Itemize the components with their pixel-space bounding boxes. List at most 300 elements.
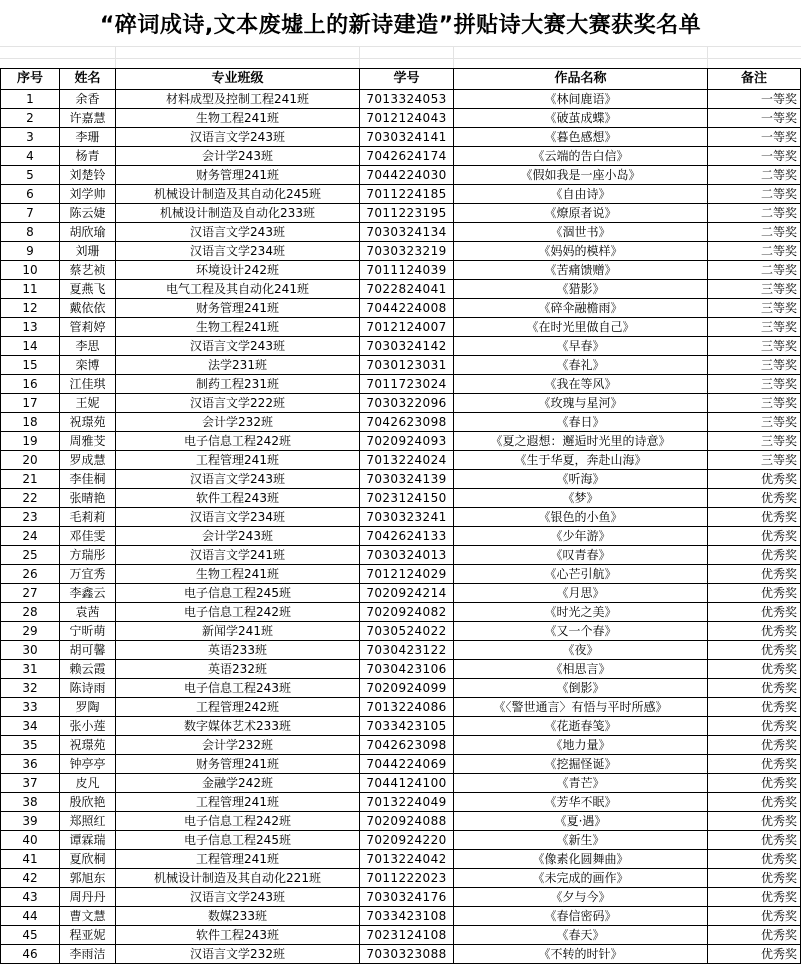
- cell-name: 李鑫云: [60, 584, 116, 603]
- cell-name: 张晴艳: [60, 489, 116, 508]
- cell-student-id: 7030423106: [360, 660, 454, 679]
- cell-student-id: 7042623098: [360, 413, 454, 432]
- cell-major-class: 汉语言文学241班: [116, 546, 360, 565]
- cell-major-class: 财务管理241班: [116, 166, 360, 185]
- grid-line: [0, 58, 801, 59]
- cell-major-class: 电子信息工程242班: [116, 603, 360, 622]
- cell-work-title: 《〈警世通言〉有悟与平时所感》: [454, 698, 708, 717]
- cell-work-title: 《碎伞融檐雨》: [454, 299, 708, 318]
- cell-index: 23: [1, 508, 60, 527]
- cell-index: 21: [1, 470, 60, 489]
- table-row: [1, 109, 801, 128]
- cell-name: 李佳桐: [60, 470, 116, 489]
- title-area: [0, 0, 801, 68]
- cell-student-id: 7030324013: [360, 546, 454, 565]
- table-row: [1, 394, 801, 413]
- table-row: [1, 375, 801, 394]
- table-row: [1, 584, 801, 603]
- cell-award: 三等奖: [708, 451, 801, 470]
- cell-major-class: 会计学243班: [116, 147, 360, 166]
- cell-award: 三等奖: [708, 413, 801, 432]
- cell-work-title: 《又一个春》: [454, 622, 708, 641]
- cell-index: 38: [1, 793, 60, 812]
- cell-index: 10: [1, 261, 60, 280]
- table-row: [1, 850, 801, 869]
- cell-name: 程亚妮: [60, 926, 116, 945]
- cell-major-class: 机械设计制造及自动化233班: [116, 204, 360, 223]
- cell-work-title: 《猎影》: [454, 280, 708, 299]
- cell-name: 江佳琪: [60, 375, 116, 394]
- cell-work-title: 《时光之美》: [454, 603, 708, 622]
- table-row: [1, 147, 801, 166]
- cell-award: 优秀奖: [708, 489, 801, 508]
- cell-index: 2: [1, 109, 60, 128]
- cell-award: 三等奖: [708, 337, 801, 356]
- table-row: [1, 755, 801, 774]
- cell-index: 8: [1, 223, 60, 242]
- cell-award: 三等奖: [708, 375, 801, 394]
- cell-award: 优秀奖: [708, 641, 801, 660]
- cell-student-id: 7030123031: [360, 356, 454, 375]
- cell-student-id: 7044124100: [360, 774, 454, 793]
- cell-work-title: 《涸世书》: [454, 223, 708, 242]
- cell-student-id: 7020924093: [360, 432, 454, 451]
- cell-work-title: 《破茧成蝶》: [454, 109, 708, 128]
- cell-work-title: 《春日》: [454, 413, 708, 432]
- cell-major-class: 工程管理241班: [116, 793, 360, 812]
- cell-work-title: 《燎原者说》: [454, 204, 708, 223]
- cell-student-id: 7030324139: [360, 470, 454, 489]
- cell-index: 35: [1, 736, 60, 755]
- cell-award: 三等奖: [708, 280, 801, 299]
- grid-line: [115, 46, 116, 68]
- cell-work-title: 《倒影》: [454, 679, 708, 698]
- cell-work-title: 《少年游》: [454, 527, 708, 546]
- cell-name: 张小莲: [60, 717, 116, 736]
- cell-name: 殷欣艳: [60, 793, 116, 812]
- cell-name: 郭旭东: [60, 869, 116, 888]
- cell-major-class: 数字媒体艺术233班: [116, 717, 360, 736]
- cell-major-class: 英语232班: [116, 660, 360, 679]
- cell-major-class: 新闻学241班: [116, 622, 360, 641]
- cell-name: 罗陶: [60, 698, 116, 717]
- cell-major-class: 电子信息工程243班: [116, 679, 360, 698]
- table-row: [1, 90, 801, 109]
- cell-name: 袁茜: [60, 603, 116, 622]
- cell-index: 45: [1, 926, 60, 945]
- cell-award: 二等奖: [708, 242, 801, 261]
- cell-major-class: 机械设计制造及其自动化221班: [116, 869, 360, 888]
- grid-line: [0, 46, 801, 47]
- cell-work-title: 《云端的告白信》: [454, 147, 708, 166]
- table-row: [1, 679, 801, 698]
- cell-major-class: 电子信息工程242班: [116, 432, 360, 451]
- cell-award: 优秀奖: [708, 812, 801, 831]
- table-row: [1, 831, 801, 850]
- cell-work-title: 《心芒引航》: [454, 565, 708, 584]
- cell-name: 赖云霞: [60, 660, 116, 679]
- table-row: [1, 812, 801, 831]
- cell-student-id: 7011223195: [360, 204, 454, 223]
- cell-index: 46: [1, 945, 60, 964]
- cell-student-id: 7033423108: [360, 907, 454, 926]
- cell-award: 三等奖: [708, 432, 801, 451]
- cell-name: 管莉婷: [60, 318, 116, 337]
- cell-name: 杨青: [60, 147, 116, 166]
- cell-student-id: 7013224024: [360, 451, 454, 470]
- cell-student-id: 7023124108: [360, 926, 454, 945]
- cell-major-class: 会计学232班: [116, 413, 360, 432]
- table-row: [1, 432, 801, 451]
- table-row: [1, 907, 801, 926]
- cell-award: 优秀奖: [708, 850, 801, 869]
- cell-work-title: 《苦痛馈赠》: [454, 261, 708, 280]
- header-row: [1, 69, 801, 90]
- table-row: [1, 451, 801, 470]
- cell-work-title: 《春信密码》: [454, 907, 708, 926]
- cell-major-class: 汉语言文学232班: [116, 945, 360, 964]
- cell-index: 33: [1, 698, 60, 717]
- cell-award: 优秀奖: [708, 945, 801, 964]
- cell-student-id: 7030324176: [360, 888, 454, 907]
- cell-student-id: 7011723024: [360, 375, 454, 394]
- cell-name: 万宜秀: [60, 565, 116, 584]
- table-row: [1, 470, 801, 489]
- cell-name: 周丹丹: [60, 888, 116, 907]
- cell-student-id: 7030323088: [360, 945, 454, 964]
- cell-major-class: 财务管理241班: [116, 755, 360, 774]
- table-row: [1, 204, 801, 223]
- cell-major-class: 汉语言文学243班: [116, 128, 360, 147]
- cell-work-title: 《像素化圆舞曲》: [454, 850, 708, 869]
- cell-work-title: 《相思言》: [454, 660, 708, 679]
- cell-name: 刘楚铃: [60, 166, 116, 185]
- cell-name: 毛莉莉: [60, 508, 116, 527]
- cell-major-class: 汉语言文学234班: [116, 242, 360, 261]
- table-row: [1, 356, 801, 375]
- cell-index: 6: [1, 185, 60, 204]
- cell-work-title: 《未完成的画作》: [454, 869, 708, 888]
- cell-student-id: 7030323241: [360, 508, 454, 527]
- cell-major-class: 金融学242班: [116, 774, 360, 793]
- cell-award: 优秀奖: [708, 584, 801, 603]
- cell-name: 栾博: [60, 356, 116, 375]
- cell-name: 戴依依: [60, 299, 116, 318]
- cell-student-id: 7023124150: [360, 489, 454, 508]
- cell-major-class: 工程管理241班: [116, 451, 360, 470]
- cell-index: 7: [1, 204, 60, 223]
- cell-index: 40: [1, 831, 60, 850]
- table-row: [1, 641, 801, 660]
- table-row: [1, 223, 801, 242]
- cell-student-id: 7020924220: [360, 831, 454, 850]
- cell-student-id: 7030324142: [360, 337, 454, 356]
- cell-work-title: 《月思》: [454, 584, 708, 603]
- cell-student-id: 7011224185: [360, 185, 454, 204]
- cell-student-id: 7012124007: [360, 318, 454, 337]
- cell-name: 谭霖瑞: [60, 831, 116, 850]
- cell-name: 余香: [60, 90, 116, 109]
- table-row: [1, 945, 801, 964]
- cell-work-title: 《银色的小鱼》: [454, 508, 708, 527]
- table-row: [1, 660, 801, 679]
- cell-index: 9: [1, 242, 60, 261]
- cell-award: 一等奖: [708, 128, 801, 147]
- cell-award: 优秀奖: [708, 679, 801, 698]
- award-table: [0, 68, 801, 964]
- header-student-id: 学号: [360, 69, 454, 90]
- cell-work-title: 《不转的时针》: [454, 945, 708, 964]
- cell-name: 陈云婕: [60, 204, 116, 223]
- grid-line: [707, 46, 708, 68]
- cell-award: 优秀奖: [708, 603, 801, 622]
- cell-index: 36: [1, 755, 60, 774]
- cell-index: 20: [1, 451, 60, 470]
- cell-student-id: 7044224069: [360, 755, 454, 774]
- cell-award: 优秀奖: [708, 717, 801, 736]
- cell-major-class: 电子信息工程245班: [116, 831, 360, 850]
- cell-name: 祝璟苑: [60, 736, 116, 755]
- cell-name: 胡可馨: [60, 641, 116, 660]
- cell-major-class: 汉语言文学243班: [116, 223, 360, 242]
- cell-name: 胡欣瑜: [60, 223, 116, 242]
- cell-student-id: 7030423122: [360, 641, 454, 660]
- header-index: 序号: [1, 69, 60, 90]
- cell-index: 41: [1, 850, 60, 869]
- cell-student-id: 7044224030: [360, 166, 454, 185]
- cell-name: 夏燕飞: [60, 280, 116, 299]
- cell-work-title: 《青芒》: [454, 774, 708, 793]
- cell-name: 李思: [60, 337, 116, 356]
- table-row: [1, 128, 801, 147]
- cell-index: 1: [1, 90, 60, 109]
- cell-index: 39: [1, 812, 60, 831]
- cell-index: 24: [1, 527, 60, 546]
- cell-major-class: 电子信息工程242班: [116, 812, 360, 831]
- cell-work-title: 《暮色感想》: [454, 128, 708, 147]
- header-major-class: 专业班级: [116, 69, 360, 90]
- table-row: [1, 166, 801, 185]
- cell-index: 15: [1, 356, 60, 375]
- cell-name: 夏欣桐: [60, 850, 116, 869]
- header-name: 姓名: [60, 69, 116, 90]
- cell-award: 优秀奖: [708, 793, 801, 812]
- cell-major-class: 汉语言文学243班: [116, 470, 360, 489]
- cell-student-id: 7011124039: [360, 261, 454, 280]
- cell-index: 25: [1, 546, 60, 565]
- cell-index: 26: [1, 565, 60, 584]
- cell-work-title: 《梦》: [454, 489, 708, 508]
- cell-major-class: 电气工程及其自动化241班: [116, 280, 360, 299]
- cell-award: 优秀奖: [708, 660, 801, 679]
- cell-major-class: 软件工程243班: [116, 926, 360, 945]
- cell-work-title: 《自由诗》: [454, 185, 708, 204]
- cell-student-id: 7030323219: [360, 242, 454, 261]
- cell-award: 优秀奖: [708, 907, 801, 926]
- cell-index: 37: [1, 774, 60, 793]
- cell-name: 蔡艺祯: [60, 261, 116, 280]
- table-row: [1, 603, 801, 622]
- cell-major-class: 生物工程241班: [116, 318, 360, 337]
- cell-award: 优秀奖: [708, 831, 801, 850]
- cell-award: 优秀奖: [708, 869, 801, 888]
- page-title: “碎词成诗,文本废墟上的新诗建造”拼贴诗大赛大赛获奖名单: [99, 13, 702, 38]
- cell-name: 皮凡: [60, 774, 116, 793]
- cell-award: 优秀奖: [708, 508, 801, 527]
- cell-work-title: 《春天》: [454, 926, 708, 945]
- cell-work-title: 《地力量》: [454, 736, 708, 755]
- cell-award: 优秀奖: [708, 565, 801, 584]
- table-row: [1, 299, 801, 318]
- cell-major-class: 汉语言文学234班: [116, 508, 360, 527]
- cell-major-class: 英语233班: [116, 641, 360, 660]
- cell-award: 优秀奖: [708, 470, 801, 489]
- table-row: [1, 261, 801, 280]
- cell-name: 郑照红: [60, 812, 116, 831]
- table-row: [1, 508, 801, 527]
- cell-work-title: 《夏·遇》: [454, 812, 708, 831]
- cell-work-title: 《生于华夏，奔赴山海》: [454, 451, 708, 470]
- table-row: [1, 337, 801, 356]
- cell-index: 13: [1, 318, 60, 337]
- cell-award: 优秀奖: [708, 527, 801, 546]
- cell-work-title: 《新生》: [454, 831, 708, 850]
- cell-student-id: 7013224086: [360, 698, 454, 717]
- cell-student-id: 7030324141: [360, 128, 454, 147]
- cell-index: 16: [1, 375, 60, 394]
- cell-index: 12: [1, 299, 60, 318]
- table-row: [1, 280, 801, 299]
- cell-student-id: 7012124043: [360, 109, 454, 128]
- cell-work-title: 《叹青春》: [454, 546, 708, 565]
- cell-award: 三等奖: [708, 299, 801, 318]
- cell-student-id: 7042624133: [360, 527, 454, 546]
- cell-index: 43: [1, 888, 60, 907]
- cell-student-id: 7020924088: [360, 812, 454, 831]
- cell-index: 29: [1, 622, 60, 641]
- table-row: [1, 926, 801, 945]
- cell-major-class: 会计学232班: [116, 736, 360, 755]
- cell-name: 周雅芠: [60, 432, 116, 451]
- cell-index: 5: [1, 166, 60, 185]
- cell-index: 3: [1, 128, 60, 147]
- cell-name: 陈诗雨: [60, 679, 116, 698]
- cell-student-id: 7013224049: [360, 793, 454, 812]
- cell-award: 优秀奖: [708, 736, 801, 755]
- cell-award: 优秀奖: [708, 888, 801, 907]
- cell-major-class: 软件工程243班: [116, 489, 360, 508]
- cell-index: 28: [1, 603, 60, 622]
- cell-major-class: 法学231班: [116, 356, 360, 375]
- cell-student-id: 7042624174: [360, 147, 454, 166]
- cell-name: 刘学帅: [60, 185, 116, 204]
- cell-index: 14: [1, 337, 60, 356]
- cell-name: 曹文慧: [60, 907, 116, 926]
- cell-index: 44: [1, 907, 60, 926]
- cell-major-class: 数媒233班: [116, 907, 360, 926]
- cell-name: 刘珊: [60, 242, 116, 261]
- cell-student-id: 7033423105: [360, 717, 454, 736]
- cell-student-id: 7020924099: [360, 679, 454, 698]
- cell-name: 宁昕萌: [60, 622, 116, 641]
- cell-name: 王妮: [60, 394, 116, 413]
- cell-index: 42: [1, 869, 60, 888]
- cell-student-id: 7030524022: [360, 622, 454, 641]
- cell-index: 31: [1, 660, 60, 679]
- cell-award: 优秀奖: [708, 546, 801, 565]
- cell-index: 30: [1, 641, 60, 660]
- cell-work-title: 《芳华不眠》: [454, 793, 708, 812]
- cell-name: 罗成慧: [60, 451, 116, 470]
- cell-index: 4: [1, 147, 60, 166]
- table-row: [1, 717, 801, 736]
- table-row: [1, 185, 801, 204]
- table-row: [1, 527, 801, 546]
- cell-award: 优秀奖: [708, 755, 801, 774]
- cell-work-title: 《在时光里做自己》: [454, 318, 708, 337]
- table-row: [1, 546, 801, 565]
- cell-work-title: 《夏之遐想：邂逅时光里的诗意》: [454, 432, 708, 451]
- cell-work-title: 《我在等风》: [454, 375, 708, 394]
- cell-major-class: 汉语言文学243班: [116, 337, 360, 356]
- table-row: [1, 622, 801, 641]
- cell-major-class: 会计学243班: [116, 527, 360, 546]
- cell-student-id: 7011222023: [360, 869, 454, 888]
- table-row: [1, 774, 801, 793]
- table-row: [1, 413, 801, 432]
- cell-student-id: 7012124029: [360, 565, 454, 584]
- grid-line: [453, 46, 454, 68]
- grid-line: [359, 46, 360, 68]
- cell-student-id: 7020924082: [360, 603, 454, 622]
- cell-name: 方瑞彤: [60, 546, 116, 565]
- cell-name: 许嘉慧: [60, 109, 116, 128]
- cell-award: 二等奖: [708, 185, 801, 204]
- table-row: [1, 489, 801, 508]
- cell-name: 钟亭亭: [60, 755, 116, 774]
- cell-work-title: 《春礼》: [454, 356, 708, 375]
- cell-work-title: 《挖掘怪诞》: [454, 755, 708, 774]
- cell-index: 22: [1, 489, 60, 508]
- table-row: [1, 793, 801, 812]
- table-row: [1, 888, 801, 907]
- cell-index: 11: [1, 280, 60, 299]
- cell-student-id: 7013224042: [360, 850, 454, 869]
- cell-work-title: 《假如我是一座小岛》: [454, 166, 708, 185]
- cell-work-title: 《花逝春笺》: [454, 717, 708, 736]
- cell-student-id: 7022824041: [360, 280, 454, 299]
- cell-major-class: 材料成型及控制工程241班: [116, 90, 360, 109]
- cell-award: 一等奖: [708, 109, 801, 128]
- cell-work-title: 《夕与今》: [454, 888, 708, 907]
- cell-award: 一等奖: [708, 147, 801, 166]
- cell-student-id: 7030324134: [360, 223, 454, 242]
- cell-award: 二等奖: [708, 223, 801, 242]
- cell-student-id: 7030322096: [360, 394, 454, 413]
- cell-award: 优秀奖: [708, 622, 801, 641]
- cell-work-title: 《听海》: [454, 470, 708, 489]
- cell-major-class: 汉语言文学222班: [116, 394, 360, 413]
- header-work-title: 作品名称: [454, 69, 708, 90]
- cell-major-class: 生物工程241班: [116, 109, 360, 128]
- cell-name: 邓佳雯: [60, 527, 116, 546]
- cell-major-class: 汉语言文学243班: [116, 888, 360, 907]
- cell-name: 李珊: [60, 128, 116, 147]
- cell-index: 32: [1, 679, 60, 698]
- table-row: [1, 869, 801, 888]
- cell-index: 17: [1, 394, 60, 413]
- cell-award: 三等奖: [708, 394, 801, 413]
